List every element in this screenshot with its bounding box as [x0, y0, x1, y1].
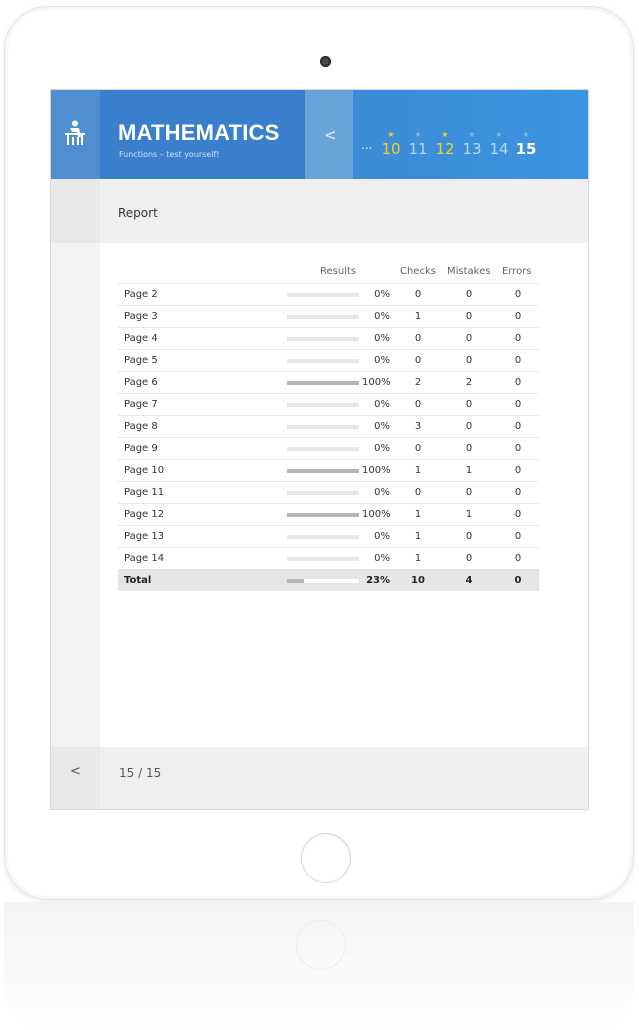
header-back-button[interactable] — [305, 90, 353, 179]
row-percent: 0% — [374, 355, 390, 366]
header-results: Results — [320, 266, 357, 277]
row-checks: 0 — [414, 289, 422, 300]
row-mistakes: 0 — [465, 443, 473, 454]
result-bar — [287, 293, 359, 297]
result-bar — [287, 381, 359, 385]
star-icon: ★ — [387, 130, 395, 139]
row-mistakes: 1 — [465, 465, 473, 476]
row-name: Page 5 — [124, 355, 158, 366]
report-left-strip — [51, 179, 100, 243]
header-errors: Errors — [502, 266, 532, 277]
row-checks: 1 — [414, 509, 422, 520]
table-row — [118, 415, 539, 437]
row-checks: 0 — [414, 399, 422, 410]
header-icon-cell — [51, 90, 100, 179]
star-icon: ★ — [495, 130, 503, 139]
table-row — [118, 503, 539, 525]
row-errors: 0 — [514, 377, 522, 388]
row-percent: 0% — [374, 333, 390, 344]
star-icon: ★ — [522, 130, 530, 139]
row-errors: 0 — [514, 509, 522, 520]
star-icon: ★ — [441, 130, 449, 139]
row-mistakes: 0 — [465, 421, 473, 432]
row-mistakes: 0 — [465, 531, 473, 542]
page-ellipsis[interactable]: ... — [361, 138, 373, 152]
row-checks: 3 — [414, 421, 422, 432]
page-navigator — [353, 90, 589, 179]
row-checks: 1 — [414, 465, 422, 476]
row-errors: 0 — [514, 333, 522, 344]
row-checks: 2 — [414, 377, 422, 388]
result-bar — [287, 557, 359, 561]
report-title: Report — [118, 206, 158, 220]
row-name: Page 14 — [124, 553, 165, 564]
result-bar — [287, 579, 359, 583]
row-name: Page 7 — [124, 399, 158, 410]
chevron-left-icon: < — [70, 764, 81, 779]
row-errors: 0 — [514, 531, 522, 542]
row-mistakes: 4 — [465, 575, 473, 586]
page-link-13[interactable]: 13 — [462, 140, 482, 158]
row-name: Page 10 — [124, 465, 165, 476]
page-link-10[interactable]: 10 — [381, 140, 401, 158]
page-link-12[interactable]: 12 — [435, 140, 455, 158]
app-title: MATHEMATICS — [118, 120, 280, 145]
table-row — [118, 371, 539, 393]
row-percent: 100% — [362, 377, 391, 388]
table-header — [118, 266, 539, 283]
result-bar — [287, 403, 359, 407]
row-percent: 0% — [374, 399, 390, 410]
row-errors: 0 — [514, 553, 522, 564]
chevron-left-icon: < — [324, 126, 337, 144]
row-checks: 0 — [414, 443, 422, 454]
row-mistakes: 0 — [465, 333, 473, 344]
table-row — [118, 349, 539, 371]
row-percent: 0% — [374, 553, 390, 564]
table-row — [118, 525, 539, 547]
header-mistakes: Mistakes — [447, 266, 491, 277]
app-subtitle: Functions – test yourself! — [119, 150, 220, 159]
result-bar — [287, 337, 359, 341]
header-title-cell — [100, 90, 305, 179]
page-indicator: 15 / 15 — [119, 766, 162, 780]
row-percent: 0% — [374, 311, 390, 322]
row-name: Page 13 — [124, 531, 165, 542]
row-name: Page 12 — [124, 509, 165, 520]
row-mistakes: 2 — [465, 377, 473, 388]
app-screen — [50, 89, 589, 810]
row-percent: 0% — [374, 531, 390, 542]
table-row — [118, 437, 539, 459]
row-errors: 0 — [514, 311, 522, 322]
home-button[interactable] — [301, 833, 351, 883]
page-link-15[interactable]: 15 — [515, 140, 537, 158]
row-name: Page 6 — [124, 377, 158, 388]
row-checks: 0 — [414, 333, 422, 344]
app-header — [51, 90, 589, 179]
row-checks: 0 — [414, 487, 422, 498]
star-icon: ★ — [414, 130, 422, 139]
table-row — [118, 459, 539, 481]
footer-back-button[interactable] — [51, 747, 100, 810]
result-bar-fill — [287, 469, 359, 473]
table-row — [118, 305, 539, 327]
footer-bar — [51, 747, 589, 810]
row-percent: 0% — [374, 487, 390, 498]
row-mistakes: 0 — [465, 553, 473, 564]
row-percent: 0% — [374, 421, 390, 432]
result-bar — [287, 359, 359, 363]
row-errors: 0 — [514, 421, 522, 432]
row-errors: 0 — [514, 487, 522, 498]
result-bar — [287, 315, 359, 319]
row-percent: 100% — [362, 509, 391, 520]
result-bar — [287, 425, 359, 429]
result-bar-fill — [287, 381, 359, 385]
row-errors: 0 — [514, 465, 522, 476]
star-icon: ★ — [468, 130, 476, 139]
header-checks: Checks — [400, 266, 436, 277]
result-bar — [287, 513, 359, 517]
result-bar — [287, 491, 359, 495]
row-name: Page 8 — [124, 421, 158, 432]
row-checks: 1 — [414, 531, 422, 542]
row-errors: 0 — [514, 399, 522, 410]
row-percent: 23% — [366, 575, 390, 586]
table-row — [118, 547, 539, 569]
result-bar — [287, 469, 359, 473]
result-bar-fill — [287, 513, 359, 517]
content-left-strip — [51, 243, 100, 747]
row-mistakes: 0 — [465, 487, 473, 498]
row-mistakes: 0 — [465, 399, 473, 410]
row-mistakes: 1 — [465, 509, 473, 520]
row-checks: 1 — [414, 311, 422, 322]
row-percent: 0% — [374, 443, 390, 454]
row-checks: 0 — [414, 355, 422, 366]
row-name: Page 3 — [124, 311, 158, 322]
table-row — [118, 481, 539, 503]
result-bar-fill — [287, 579, 304, 583]
page-link-14[interactable]: 14 — [489, 140, 509, 158]
page-link-11[interactable]: 11 — [408, 140, 428, 158]
row-name: Page 4 — [124, 333, 158, 344]
table-row — [118, 283, 539, 305]
result-bar — [287, 535, 359, 539]
row-errors: 0 — [514, 289, 522, 300]
row-percent: 0% — [374, 289, 390, 300]
row-name: Page 2 — [124, 289, 158, 300]
row-mistakes: 0 — [465, 311, 473, 322]
report-bar — [51, 179, 589, 243]
row-mistakes: 0 — [465, 289, 473, 300]
row-name: Page 9 — [124, 443, 158, 454]
table-row — [118, 327, 539, 349]
row-percent: 100% — [362, 465, 391, 476]
report-table — [118, 266, 539, 591]
row-name: Total — [124, 575, 152, 586]
row-checks: 1 — [414, 553, 422, 564]
table-row — [118, 393, 539, 415]
row-errors: 0 — [514, 443, 522, 454]
table-total-row — [118, 569, 539, 591]
result-bar — [287, 447, 359, 451]
tablet-reflection — [4, 902, 634, 1030]
row-errors: 0 — [514, 355, 522, 366]
camera-icon — [320, 56, 331, 67]
row-checks: 10 — [411, 575, 425, 586]
row-name: Page 11 — [124, 487, 165, 498]
student-at-desk-icon — [64, 120, 86, 146]
row-errors: 0 — [514, 575, 522, 586]
row-mistakes: 0 — [465, 355, 473, 366]
table-body — [118, 283, 539, 591]
home-button-reflection — [296, 920, 346, 970]
